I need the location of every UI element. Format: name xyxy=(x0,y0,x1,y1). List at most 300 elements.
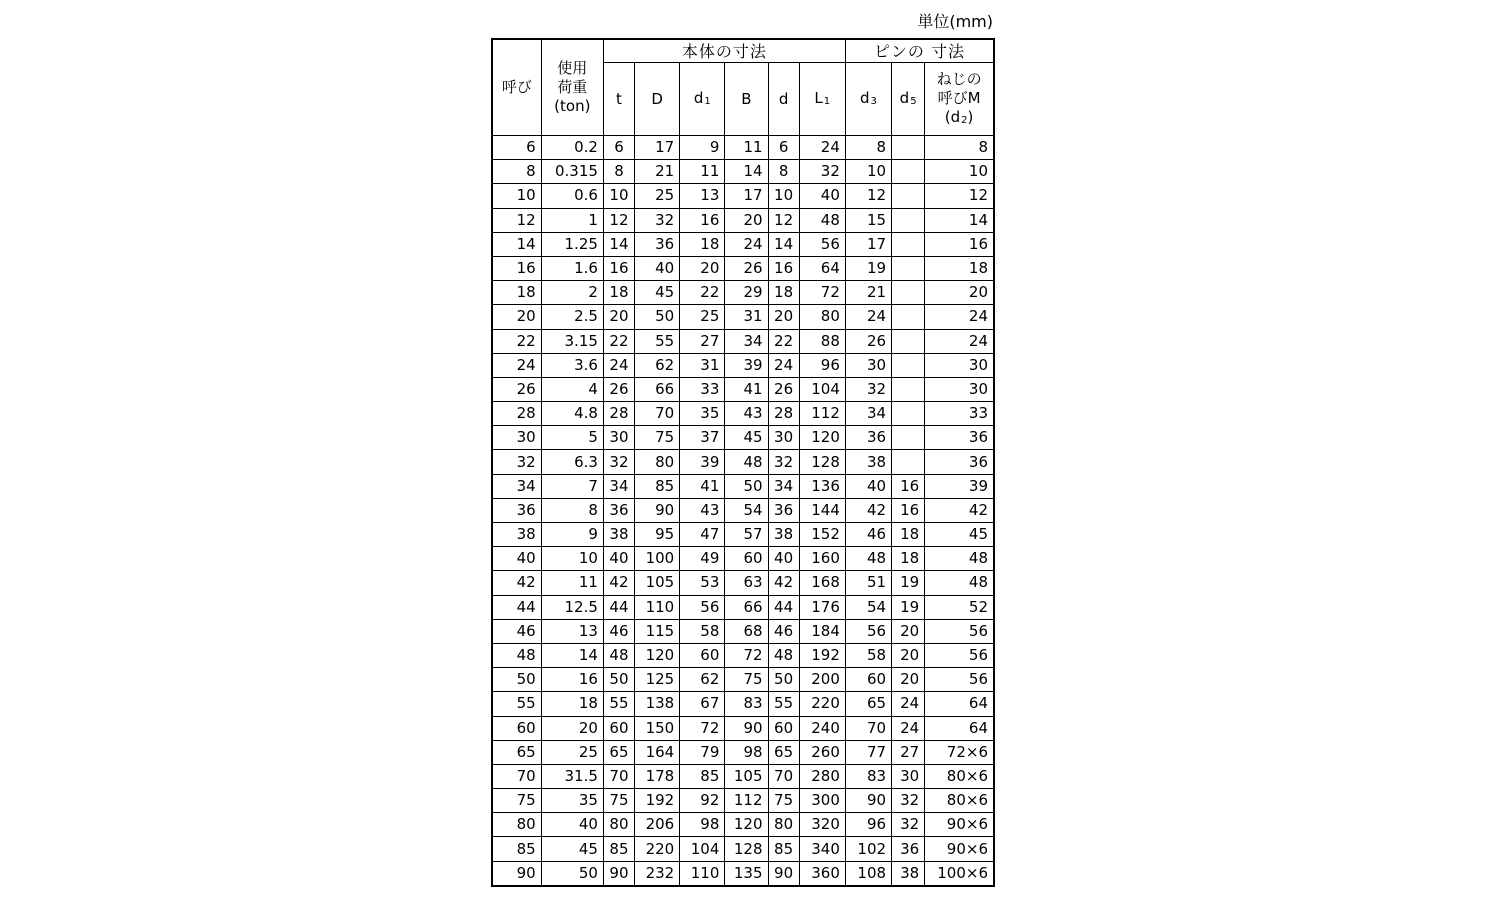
cell-d3: 24 xyxy=(845,305,891,329)
cell-d5 xyxy=(892,208,925,232)
cell-t: 24 xyxy=(603,353,634,377)
cell-thread-size: 52 xyxy=(925,595,994,619)
cell-t: 90 xyxy=(603,861,634,886)
cell-d5: 36 xyxy=(892,837,925,861)
cell-L1: 184 xyxy=(799,619,845,643)
cell-d1: 62 xyxy=(680,668,725,692)
cell-d: 55 xyxy=(768,692,799,716)
cell-L1: 88 xyxy=(799,329,845,353)
cell-working-load: 4.8 xyxy=(541,402,603,426)
cell-d5 xyxy=(892,329,925,353)
cell-D: 50 xyxy=(635,305,680,329)
cell-d1: 67 xyxy=(680,692,725,716)
cell-B: 20 xyxy=(725,208,768,232)
cell-d5: 32 xyxy=(892,813,925,837)
cell-working-load: 8 xyxy=(541,498,603,522)
header-load-line2: 荷重 xyxy=(557,78,588,96)
cell-B: 43 xyxy=(725,402,768,426)
cell-d1: 98 xyxy=(680,813,725,837)
cell-L1: 136 xyxy=(799,474,845,498)
cell-d: 22 xyxy=(768,329,799,353)
cell-d: 30 xyxy=(768,426,799,450)
cell-d5: 38 xyxy=(892,861,925,886)
cell-working-load: 25 xyxy=(541,740,603,764)
cell-thread-size: 56 xyxy=(925,619,994,643)
table-row xyxy=(492,426,994,450)
cell-d3: 40 xyxy=(845,474,891,498)
cell-t: 26 xyxy=(603,377,634,401)
cell-L1: 260 xyxy=(799,740,845,764)
cell-t: 85 xyxy=(603,837,634,861)
cell-d3: 32 xyxy=(845,377,891,401)
cell-nominal: 90 xyxy=(492,861,541,886)
cell-t: 34 xyxy=(603,474,634,498)
cell-nominal: 50 xyxy=(492,668,541,692)
cell-d: 16 xyxy=(768,256,799,280)
cell-working-load: 31.5 xyxy=(541,764,603,788)
header-d1 xyxy=(680,63,725,136)
header-d3-sub: 3 xyxy=(870,95,877,107)
cell-d: 8 xyxy=(768,160,799,184)
cell-d: 44 xyxy=(768,595,799,619)
cell-d5 xyxy=(892,184,925,208)
cell-d1: 11 xyxy=(680,160,725,184)
cell-d5: 19 xyxy=(892,595,925,619)
cell-d: 80 xyxy=(768,813,799,837)
cell-d: 70 xyxy=(768,764,799,788)
cell-d3: 77 xyxy=(845,740,891,764)
cell-d5 xyxy=(892,377,925,401)
table-row xyxy=(492,789,994,813)
cell-D: 120 xyxy=(635,643,680,667)
cell-nominal: 16 xyxy=(492,256,541,280)
cell-d5: 16 xyxy=(892,498,925,522)
cell-L1: 360 xyxy=(799,861,845,886)
cell-d5 xyxy=(892,402,925,426)
cell-d3: 12 xyxy=(845,184,891,208)
cell-working-load: 3.6 xyxy=(541,353,603,377)
cell-B: 90 xyxy=(725,716,768,740)
cell-thread-size: 56 xyxy=(925,668,994,692)
cell-t: 20 xyxy=(603,305,634,329)
cell-D: 70 xyxy=(635,402,680,426)
cell-B: 45 xyxy=(725,426,768,450)
cell-D: 45 xyxy=(635,281,680,305)
cell-D: 110 xyxy=(635,595,680,619)
header-thread-line3-close: ) xyxy=(967,107,974,126)
header-thread-line2: 呼びM xyxy=(937,88,981,107)
cell-thread-size: 80×6 xyxy=(925,789,994,813)
cell-d5 xyxy=(892,450,925,474)
cell-nominal: 48 xyxy=(492,643,541,667)
cell-d: 36 xyxy=(768,498,799,522)
cell-D: 17 xyxy=(635,136,680,160)
cell-d3: 15 xyxy=(845,208,891,232)
cell-d3: 42 xyxy=(845,498,891,522)
cell-d5 xyxy=(892,426,925,450)
cell-nominal: 70 xyxy=(492,764,541,788)
cell-d: 10 xyxy=(768,184,799,208)
cell-working-load: 3.15 xyxy=(541,329,603,353)
table-body xyxy=(492,136,994,886)
cell-B: 98 xyxy=(725,740,768,764)
cell-t: 32 xyxy=(603,450,634,474)
cell-nominal: 28 xyxy=(492,402,541,426)
cell-L1: 144 xyxy=(799,498,845,522)
cell-nominal: 75 xyxy=(492,789,541,813)
cell-L1: 48 xyxy=(799,208,845,232)
cell-L1: 280 xyxy=(799,764,845,788)
cell-D: 206 xyxy=(635,813,680,837)
cell-nominal: 44 xyxy=(492,595,541,619)
cell-D: 125 xyxy=(635,668,680,692)
cell-working-load: 50 xyxy=(541,861,603,886)
cell-d3: 56 xyxy=(845,619,891,643)
cell-d: 28 xyxy=(768,402,799,426)
cell-t: 75 xyxy=(603,789,634,813)
cell-L1: 300 xyxy=(799,789,845,813)
cell-d: 6 xyxy=(768,136,799,160)
cell-nominal: 60 xyxy=(492,716,541,740)
cell-t: 48 xyxy=(603,643,634,667)
cell-nominal: 22 xyxy=(492,329,541,353)
cell-d: 12 xyxy=(768,208,799,232)
table-row xyxy=(492,208,994,232)
cell-t: 16 xyxy=(603,256,634,280)
cell-B: 128 xyxy=(725,837,768,861)
cell-d: 14 xyxy=(768,232,799,256)
cell-thread-size: 10 xyxy=(925,160,994,184)
cell-thread-size: 20 xyxy=(925,281,994,305)
cell-D: 105 xyxy=(635,571,680,595)
cell-d3: 21 xyxy=(845,281,891,305)
cell-d1: 79 xyxy=(680,740,725,764)
cell-d: 26 xyxy=(768,377,799,401)
table-row xyxy=(492,498,994,522)
cell-d: 46 xyxy=(768,619,799,643)
cell-d1: 92 xyxy=(680,789,725,813)
cell-d1: 20 xyxy=(680,256,725,280)
cell-B: 14 xyxy=(725,160,768,184)
cell-t: 38 xyxy=(603,523,634,547)
header-d5-base: d xyxy=(899,88,910,107)
cell-D: 220 xyxy=(635,837,680,861)
cell-thread-size: 24 xyxy=(925,305,994,329)
cell-d3: 46 xyxy=(845,523,891,547)
header-pin-dimensions: ピンの 寸法 xyxy=(845,39,994,63)
cell-D: 66 xyxy=(635,377,680,401)
cell-D: 90 xyxy=(635,498,680,522)
header-L1-base: L xyxy=(814,88,823,107)
cell-nominal: 26 xyxy=(492,377,541,401)
cell-working-load: 1 xyxy=(541,208,603,232)
cell-t: 14 xyxy=(603,232,634,256)
cell-nominal: 34 xyxy=(492,474,541,498)
cell-working-load: 11 xyxy=(541,571,603,595)
cell-nominal: 42 xyxy=(492,571,541,595)
cell-nominal: 8 xyxy=(492,160,541,184)
cell-d3: 30 xyxy=(845,353,891,377)
cell-working-load: 40 xyxy=(541,813,603,837)
header-body-dimensions: 本体の寸法 xyxy=(603,39,845,63)
header-nominal: 呼び xyxy=(492,39,541,136)
table-row xyxy=(492,813,994,837)
cell-d: 20 xyxy=(768,305,799,329)
cell-thread-size: 64 xyxy=(925,692,994,716)
cell-thread-size: 30 xyxy=(925,353,994,377)
cell-d: 24 xyxy=(768,353,799,377)
cell-d1: 110 xyxy=(680,861,725,886)
cell-d1: 33 xyxy=(680,377,725,401)
cell-nominal: 80 xyxy=(492,813,541,837)
cell-B: 29 xyxy=(725,281,768,305)
cell-B: 105 xyxy=(725,764,768,788)
cell-t: 30 xyxy=(603,426,634,450)
cell-t: 70 xyxy=(603,764,634,788)
cell-D: 192 xyxy=(635,789,680,813)
cell-nominal: 24 xyxy=(492,353,541,377)
table-row xyxy=(492,716,994,740)
cell-d1: 53 xyxy=(680,571,725,595)
table-row xyxy=(492,232,994,256)
cell-d5: 24 xyxy=(892,716,925,740)
cell-t: 42 xyxy=(603,571,634,595)
cell-d: 85 xyxy=(768,837,799,861)
cell-d3: 108 xyxy=(845,861,891,886)
cell-t: 55 xyxy=(603,692,634,716)
cell-t: 44 xyxy=(603,595,634,619)
cell-thread-size: 24 xyxy=(925,329,994,353)
cell-nominal: 65 xyxy=(492,740,541,764)
cell-d5: 18 xyxy=(892,523,925,547)
cell-D: 55 xyxy=(635,329,680,353)
header-B: B xyxy=(725,63,768,136)
cell-d: 38 xyxy=(768,523,799,547)
cell-d5: 19 xyxy=(892,571,925,595)
cell-nominal: 36 xyxy=(492,498,541,522)
cell-t: 46 xyxy=(603,619,634,643)
header-d: d xyxy=(768,63,799,136)
cell-B: 135 xyxy=(725,861,768,886)
unit-label: 単位(mm) xyxy=(917,12,993,31)
cell-d1: 39 xyxy=(680,450,725,474)
cell-d5: 24 xyxy=(892,692,925,716)
cell-D: 80 xyxy=(635,450,680,474)
cell-d3: 83 xyxy=(845,764,891,788)
cell-thread-size: 30 xyxy=(925,377,994,401)
cell-L1: 192 xyxy=(799,643,845,667)
cell-d1: 104 xyxy=(680,837,725,861)
cell-B: 72 xyxy=(725,643,768,667)
cell-d5: 20 xyxy=(892,668,925,692)
cell-nominal: 10 xyxy=(492,184,541,208)
table-row xyxy=(492,837,994,861)
cell-d3: 34 xyxy=(845,402,891,426)
cell-d3: 70 xyxy=(845,716,891,740)
cell-t: 80 xyxy=(603,813,634,837)
cell-working-load: 7 xyxy=(541,474,603,498)
cell-d3: 58 xyxy=(845,643,891,667)
cell-working-load: 0.2 xyxy=(541,136,603,160)
cell-nominal: 46 xyxy=(492,619,541,643)
cell-d1: 47 xyxy=(680,523,725,547)
cell-thread-size: 56 xyxy=(925,643,994,667)
cell-L1: 96 xyxy=(799,353,845,377)
cell-B: 112 xyxy=(725,789,768,813)
cell-L1: 176 xyxy=(799,595,845,619)
cell-B: 17 xyxy=(725,184,768,208)
cell-d3: 65 xyxy=(845,692,891,716)
table-row xyxy=(492,256,994,280)
cell-working-load: 45 xyxy=(541,837,603,861)
cell-nominal: 55 xyxy=(492,692,541,716)
cell-thread-size: 42 xyxy=(925,498,994,522)
cell-L1: 72 xyxy=(799,281,845,305)
cell-working-load: 0.6 xyxy=(541,184,603,208)
cell-working-load: 16 xyxy=(541,668,603,692)
cell-D: 178 xyxy=(635,764,680,788)
cell-D: 138 xyxy=(635,692,680,716)
table-row xyxy=(492,329,994,353)
cell-thread-size: 45 xyxy=(925,523,994,547)
cell-d1: 18 xyxy=(680,232,725,256)
header-load-line3: (ton) xyxy=(554,97,591,115)
cell-d5 xyxy=(892,353,925,377)
header-d5-sub: 5 xyxy=(910,95,917,107)
cell-nominal: 30 xyxy=(492,426,541,450)
cell-B: 83 xyxy=(725,692,768,716)
cell-L1: 320 xyxy=(799,813,845,837)
cell-L1: 128 xyxy=(799,450,845,474)
header-working-load xyxy=(541,39,603,136)
cell-d1: 27 xyxy=(680,329,725,353)
cell-d1: 85 xyxy=(680,764,725,788)
cell-t: 22 xyxy=(603,329,634,353)
table-row xyxy=(492,523,994,547)
table-row xyxy=(492,305,994,329)
cell-working-load: 14 xyxy=(541,643,603,667)
cell-B: 68 xyxy=(725,619,768,643)
cell-nominal: 32 xyxy=(492,450,541,474)
header-L1-sub: 1 xyxy=(823,95,831,107)
cell-t: 60 xyxy=(603,716,634,740)
table-header xyxy=(492,39,994,136)
header-L1 xyxy=(799,63,845,136)
cell-working-load: 2 xyxy=(541,281,603,305)
cell-nominal: 38 xyxy=(492,523,541,547)
header-D: D xyxy=(635,63,680,136)
cell-d5: 30 xyxy=(892,764,925,788)
cell-working-load: 0.315 xyxy=(541,160,603,184)
cell-d1: 60 xyxy=(680,643,725,667)
table-row xyxy=(492,184,994,208)
table-row xyxy=(492,740,994,764)
cell-thread-size: 100×6 xyxy=(925,861,994,886)
cell-thread-size: 72×6 xyxy=(925,740,994,764)
cell-d3: 51 xyxy=(845,571,891,595)
cell-t: 8 xyxy=(603,160,634,184)
cell-working-load: 18 xyxy=(541,692,603,716)
cell-d3: 19 xyxy=(845,256,891,280)
cell-thread-size: 64 xyxy=(925,716,994,740)
cell-thread-size: 90×6 xyxy=(925,837,994,861)
cell-D: 75 xyxy=(635,426,680,450)
cell-thread-size: 80×6 xyxy=(925,764,994,788)
cell-d5: 20 xyxy=(892,619,925,643)
cell-nominal: 85 xyxy=(492,837,541,861)
cell-d1: 43 xyxy=(680,498,725,522)
cell-B: 24 xyxy=(725,232,768,256)
cell-L1: 220 xyxy=(799,692,845,716)
cell-L1: 120 xyxy=(799,426,845,450)
cell-working-load: 2.5 xyxy=(541,305,603,329)
cell-d3: 54 xyxy=(845,595,891,619)
cell-thread-size: 36 xyxy=(925,426,994,450)
cell-d: 34 xyxy=(768,474,799,498)
cell-d1: 72 xyxy=(680,716,725,740)
table-row xyxy=(492,643,994,667)
cell-L1: 240 xyxy=(799,716,845,740)
table-row xyxy=(492,595,994,619)
cell-d5 xyxy=(892,232,925,256)
cell-L1: 152 xyxy=(799,523,845,547)
cell-working-load: 1.6 xyxy=(541,256,603,280)
cell-L1: 104 xyxy=(799,377,845,401)
cell-d3: 17 xyxy=(845,232,891,256)
cell-L1: 168 xyxy=(799,571,845,595)
cell-D: 32 xyxy=(635,208,680,232)
cell-t: 10 xyxy=(603,184,634,208)
cell-working-load: 1.25 xyxy=(541,232,603,256)
cell-d1: 16 xyxy=(680,208,725,232)
table-row xyxy=(492,136,994,160)
header-d5 xyxy=(892,63,925,136)
cell-working-load: 10 xyxy=(541,547,603,571)
table-row xyxy=(492,861,994,886)
cell-thread-size: 48 xyxy=(925,547,994,571)
header-d3 xyxy=(845,63,891,136)
cell-D: 21 xyxy=(635,160,680,184)
table-row xyxy=(492,377,994,401)
table-row xyxy=(492,402,994,426)
cell-d1: 25 xyxy=(680,305,725,329)
cell-B: 11 xyxy=(725,136,768,160)
cell-B: 66 xyxy=(725,595,768,619)
cell-d: 75 xyxy=(768,789,799,813)
cell-D: 232 xyxy=(635,861,680,886)
cell-d: 65 xyxy=(768,740,799,764)
header-t: t xyxy=(603,63,634,136)
cell-t: 36 xyxy=(603,498,634,522)
cell-thread-size: 90×6 xyxy=(925,813,994,837)
cell-d3: 48 xyxy=(845,547,891,571)
cell-thread-size: 14 xyxy=(925,208,994,232)
cell-nominal: 18 xyxy=(492,281,541,305)
cell-d3: 102 xyxy=(845,837,891,861)
cell-working-load: 6.3 xyxy=(541,450,603,474)
cell-D: 36 xyxy=(635,232,680,256)
table-row xyxy=(492,764,994,788)
cell-d1: 56 xyxy=(680,595,725,619)
cell-D: 95 xyxy=(635,523,680,547)
cell-d1: 22 xyxy=(680,281,725,305)
cell-d5: 32 xyxy=(892,789,925,813)
cell-D: 164 xyxy=(635,740,680,764)
cell-thread-size: 8 xyxy=(925,136,994,160)
table-row xyxy=(492,571,994,595)
cell-L1: 200 xyxy=(799,668,845,692)
header-load-line1: 使用 xyxy=(557,59,588,77)
